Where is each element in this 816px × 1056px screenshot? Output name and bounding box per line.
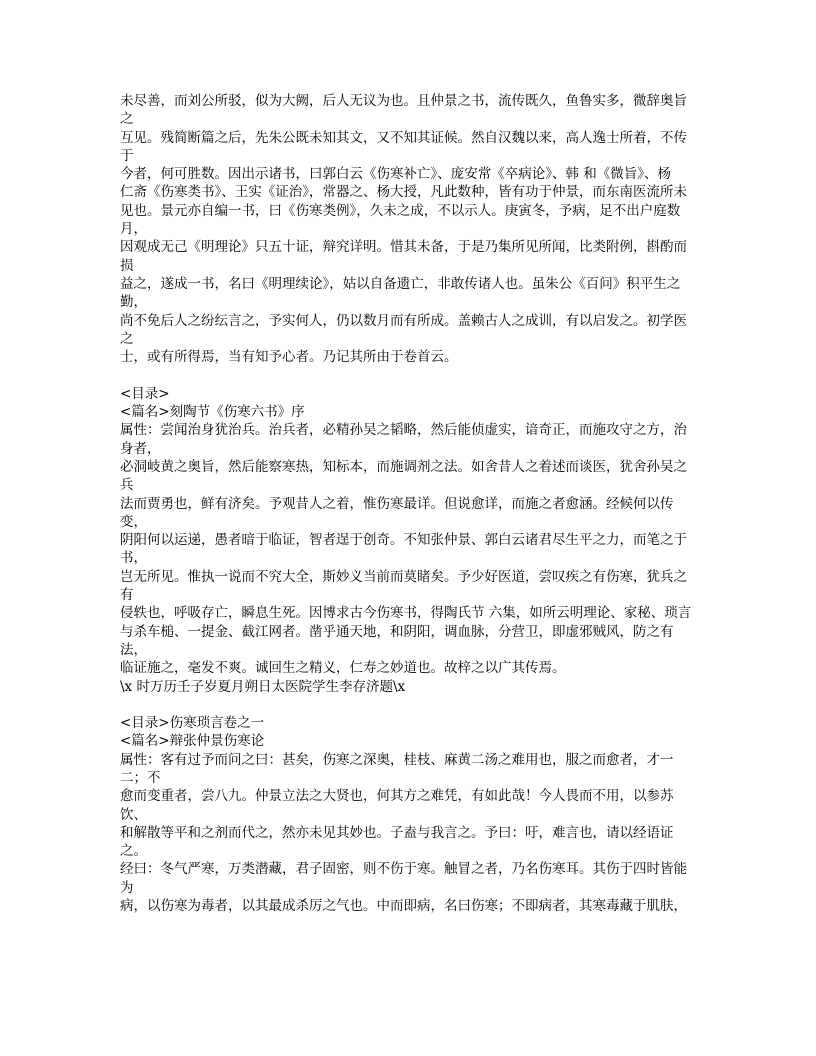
- signature-line: \x 时万历壬子岁夏月朔日太医院学生李存济题\x: [120, 678, 406, 695]
- text-line: 必洞岐黄之奥旨，然后能察寒热，知标本，而施调剂之法。如舍昔人之着述而谈医，犹舍孙吴之兵: [120, 458, 687, 494]
- text-line: 互见。残简断篇之后，先朱公既未知其文，又不知其证候。然自汉魏以来，高人逸士所着，不传于: [120, 129, 687, 164]
- section-gap: [120, 366, 700, 384]
- preface-continued: [120, 92, 700, 366]
- text-line: 仁斋《伤寒类书》、王实《证治》，常器之、杨大授，凡此数种，皆有功于仲景，而东南医流所未: [120, 184, 687, 201]
- text-line: 属性：尝闻治身犹治兵。治兵者，必精孙吴之韬略，然后能侦虚实，谙奇正，而施攻守之方，治身者，: [120, 422, 687, 457]
- text-line: 属性：客有过予而问之曰：甚矣，伤寒之深奥，桂枝、麻黄二汤之难用也，服之而愈者，才一二；不: [120, 751, 674, 786]
- text-line: 侵轶也，呼吸存亡，瞬息生死。因博求古今伤寒书，得陶氏节 六集，如所云明理论、家秘、琐言: [120, 605, 692, 622]
- section-shanghan-suoyan: [120, 714, 700, 915]
- section-gap: [120, 696, 700, 714]
- text-line: 益之，遂成一书，名曰《明理续论》，姑以自备遗亡，非敢传诸人也。虽朱公《百问》积平生之勤，: [120, 275, 681, 311]
- text-line: 经曰：冬气严寒，万类潜藏，君子固密，则不伤于寒。触冒之者，乃名伤寒耳。其伤于四时皆能为: [120, 861, 687, 896]
- text-line: 和解散等平和之剂而代之，然亦未见其妙也。子盍与我言之。予曰：吁，难言也，请以经语证之。: [120, 824, 674, 860]
- section-title: <篇名>刻陶节《伤寒六书》序: [120, 404, 305, 421]
- text-line: 法而贾勇也，鲜有济矣。予观昔人之着，惟伤寒最详。但说愈详，而施之者愈涵。经候何以传变，: [120, 495, 674, 530]
- text-line: 病，以伤寒为毒者，以其最成杀厉之气也。中而即病，名曰伤寒；不即病者，其寒毒藏于肌肤，: [120, 898, 687, 915]
- section-heading: <目录>伤寒琐言卷之一: [120, 715, 265, 732]
- text-line: 岂无所见。惟执一说而不究大全，斯妙义当前而莫睹矣。予少好医道，尝叹疾之有伤寒，犹兵之有: [120, 568, 687, 604]
- section-heading: <目录>: [120, 385, 170, 402]
- text-line: 阴阳何以运递，愚者暗于临证，智者逞于创奇。不知张仲景、郭白云诸君尽生平之力，而笔之于书，: [120, 532, 687, 567]
- text-line: 临证施之，毫发不爽。诚回生之精义，仁寿之妙道也。故梓之以广其传焉。: [120, 660, 566, 677]
- text-line: 今者，何可胜数。因出示诸书，曰郭白云《伤寒补亡》、庞安常《卒病论》、韩 和《微旨》、杨: [120, 166, 672, 183]
- text-line: 愈而变重者，尝八九。仲景立法之大贤也，何其方之难凭，有如此哉！今人畏而不用，以参苏饮、: [120, 788, 674, 823]
- text-line: 与杀车槌、一提金、截江网者。凿乎通天地，和阴阳，调血脉，分营卫，即虚邪贼风，防之有法，: [120, 623, 674, 658]
- text-line: 见也。景元亦自编一书，曰《伤寒类例》，久未之成，不以示人。庚寅冬，予病，足不出户庭数月，: [120, 202, 681, 238]
- section-title: <篇名>辩张仲景伤寒论: [120, 733, 265, 750]
- document-page: [120, 92, 700, 915]
- text-line: 士，或有所得焉，当有知予心者。乃记其所由于卷首云。: [120, 349, 458, 366]
- text-line: 因观成无己《明理论》只五十证，辩究详明。惜其未备，于是乃集所见所闻，比类附例，斟酌而损: [120, 239, 687, 274]
- section-preface-liushu: [120, 385, 700, 696]
- text-line: 未尽善，而刘公所驳，似为大阙，后人无议为也。且仲景之书，流传既久，鱼鲁实多，微辞奥旨之: [120, 93, 687, 128]
- text-line: 尚不免后人之纷纭言之，予实何人，仍以数月而有所成。盖赖古人之成训，有以启发之。初学医之: [120, 312, 687, 347]
